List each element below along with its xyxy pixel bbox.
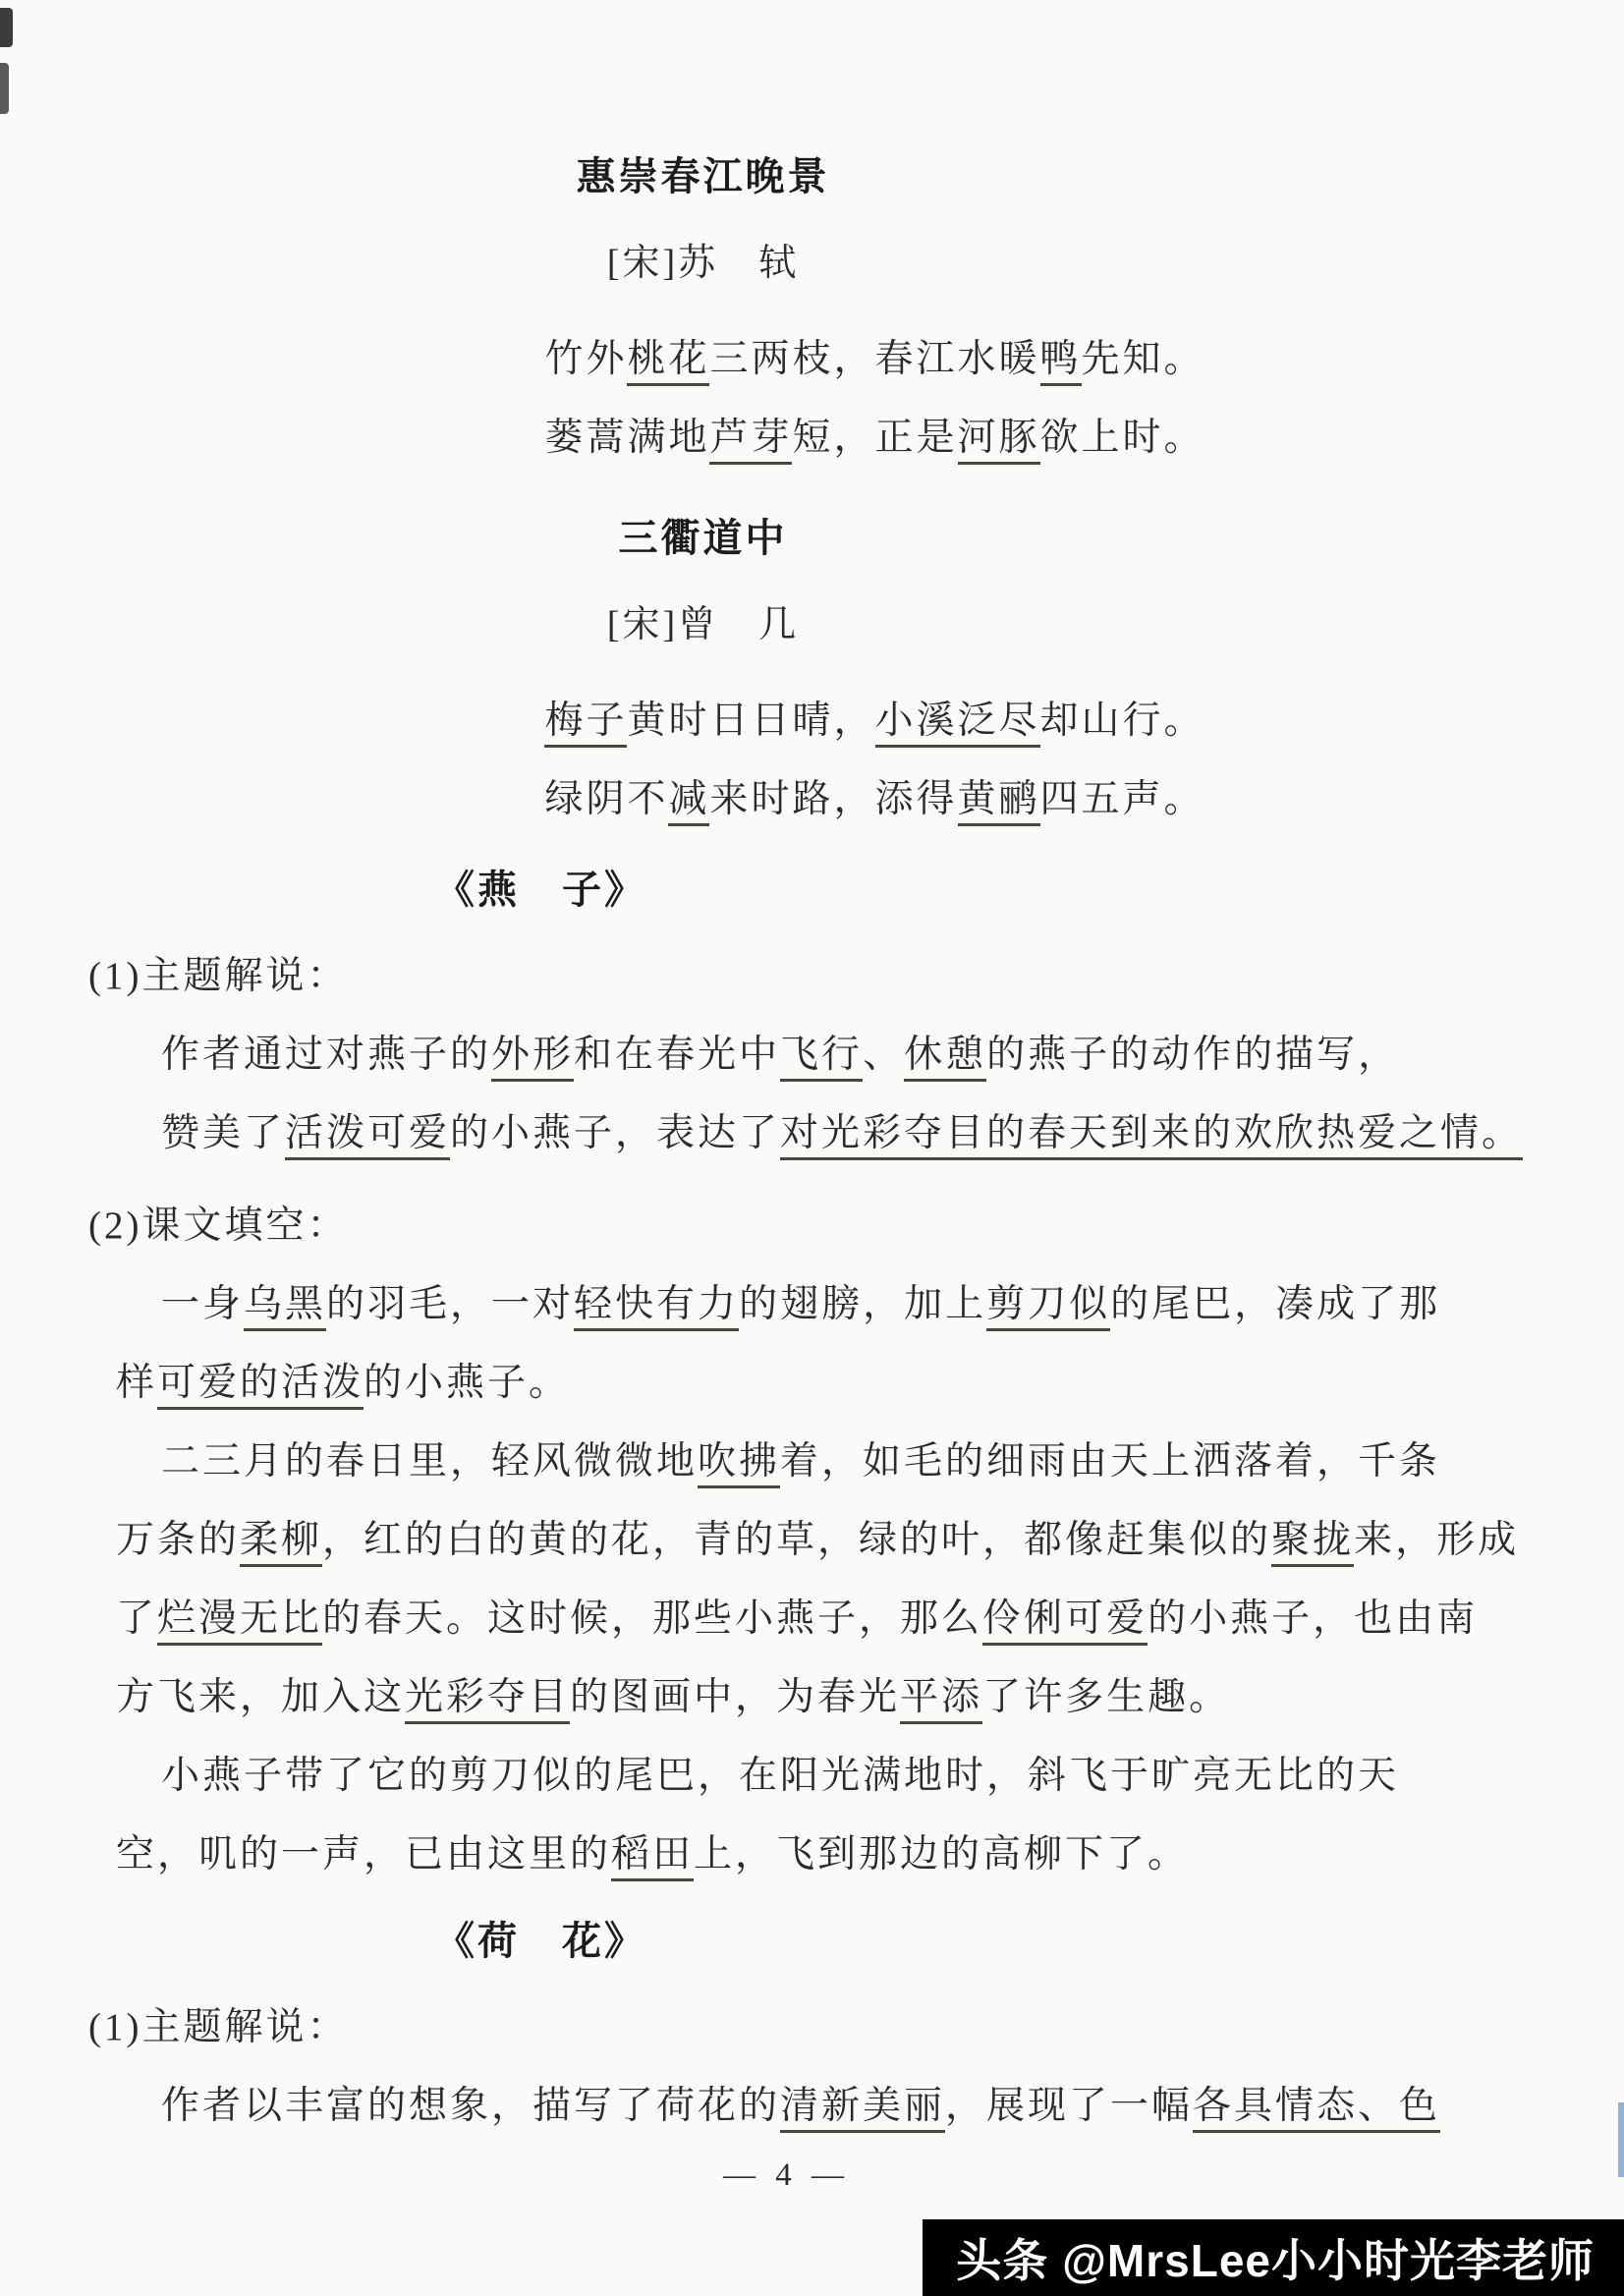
label <box>88 1187 1516 1265</box>
text-segment: 先知。 <box>1081 338 1205 380</box>
book-title <box>116 1902 966 1981</box>
underlined-text: 剪刀似 <box>986 1283 1110 1331</box>
text-line <box>116 1658 1516 1737</box>
text-segment: (1)主题解说： <box>88 2006 349 2048</box>
text-segment: 着，如毛的细雨由天上洒落着，千条 <box>780 1440 1441 1483</box>
poem-line <box>234 399 1516 477</box>
text-segment: 《燕 子》 <box>435 868 646 912</box>
poem-title <box>116 138 1290 216</box>
text-segment: 的小燕子，也由南 <box>1148 1597 1479 1640</box>
text-segment: 了 <box>116 1597 158 1640</box>
poem-line <box>234 682 1516 760</box>
underlined-text: 外形 <box>491 1034 574 1082</box>
text-segment: 短，正是 <box>792 417 958 459</box>
watermark-text: 头条 @MrsLee小小时光李老师 <box>956 2235 1595 2286</box>
text-segment: 了许多生趣。 <box>982 1676 1231 1718</box>
text-segment: ，展现了一幅 <box>945 2085 1194 2127</box>
underlined-text: 黄鹂 <box>958 778 1040 826</box>
text-segment: 三两枝，春江水暖 <box>709 338 1040 380</box>
text-segment: 的燕子的动作的描写， <box>986 1034 1400 1076</box>
text-segment: 竹外 <box>544 338 628 380</box>
text-segment: 的春天。这时候，那些小燕子，那么 <box>322 1597 983 1640</box>
scan-smudge-top-left-1 <box>0 8 13 47</box>
watermark-bar <box>923 2219 1624 2296</box>
text-line <box>116 1580 1516 1658</box>
text-segment: 方飞来，加入这 <box>116 1676 406 1718</box>
text-line <box>116 1265 1516 1344</box>
text-segment: 的小燕子。 <box>364 1362 571 1404</box>
underlined-text: 芦芽 <box>709 417 792 465</box>
text-segment: 万条的 <box>116 1519 241 1561</box>
underlined-text: 聚拢 <box>1271 1519 1354 1567</box>
text-segment: (2)课文填空： <box>88 1204 349 1247</box>
label <box>88 937 1516 1016</box>
text-segment: 蒌蒿满地 <box>544 417 710 459</box>
text-segment: 来时路，添得 <box>709 778 958 820</box>
underlined-text: 吹拂 <box>698 1440 780 1488</box>
underlined-text: 鸭 <box>1040 338 1082 386</box>
document-blocks <box>88 138 1524 2146</box>
text-segment: 一身 <box>161 1283 245 1325</box>
underlined-text: 清新美丽 <box>780 2085 945 2133</box>
poem-line <box>234 760 1516 839</box>
text-segment: 空，叽的一声，已由这里的 <box>116 1833 612 1876</box>
underlined-text: 轻快有力 <box>574 1283 739 1331</box>
underlined-text: 乌黑 <box>244 1283 326 1331</box>
text-segment: 样 <box>116 1362 158 1404</box>
text-segment: 的尾巴，凑成了那 <box>1110 1283 1441 1325</box>
text-segment: 小燕子带了它的剪刀似的尾巴，在阳光满地时，斜飞于旷亮无比的天 <box>161 1755 1400 1797</box>
text-line <box>116 1501 1520 1580</box>
underlined-text: 桃花 <box>627 338 709 386</box>
underlined-text: 小溪泛尽 <box>875 700 1040 748</box>
text-segment: 的羽毛，一对 <box>326 1283 575 1325</box>
text-segment: [宋]苏 轼 <box>606 243 800 284</box>
text-segment: 三衢道中 <box>618 517 788 560</box>
underlined-text: 伶俐可爱 <box>982 1597 1148 1646</box>
underlined-text: 各具情态、色 <box>1193 2085 1440 2133</box>
scan-smudge-top-left-2 <box>0 63 9 114</box>
underlined-text: 平添 <box>900 1676 982 1724</box>
underlined-text: 活泼可爱 <box>285 1112 450 1160</box>
text-segment: 来，形成 <box>1354 1519 1520 1561</box>
underlined-text: 柔柳 <box>240 1519 322 1567</box>
text-segment: 和在春光中 <box>574 1034 781 1076</box>
underlined-text: 梅子 <box>544 700 627 748</box>
text-line <box>116 2067 1516 2146</box>
underlined-text: 河豚 <box>958 417 1040 465</box>
text-line <box>116 1816 1516 1894</box>
text-segment: 、 <box>863 1034 905 1076</box>
text-segment: 四五声。 <box>1039 778 1205 820</box>
text-segment: 黄时日日晴， <box>627 700 875 742</box>
underlined-text: 稻田 <box>611 1833 694 1881</box>
text-segment: 的翅膀，加上 <box>739 1283 987 1325</box>
label <box>88 1988 1516 2067</box>
text-line <box>116 1737 1516 1816</box>
poem-title <box>116 499 1290 578</box>
text-segment: 二三月的春日里，轻风微微地 <box>161 1440 699 1483</box>
text-segment: [宋]曾 几 <box>606 604 800 645</box>
text-segment: 却山行。 <box>1039 700 1205 742</box>
text-segment: 作者以丰富的想象，描写了荷花的 <box>161 2085 781 2127</box>
book-title <box>116 851 966 929</box>
underlined-text: 烂漫无比 <box>157 1597 322 1646</box>
underlined-text: 可爱的活泼 <box>157 1362 364 1410</box>
text-segment: 上，飞到那边的高柳下了。 <box>694 1833 1190 1876</box>
text-segment: 的小燕子，表达了 <box>450 1112 781 1154</box>
text-segment: 赞美了 <box>161 1112 286 1154</box>
text-line <box>116 1016 1516 1094</box>
text-segment: 惠崇春江晚景 <box>576 155 830 198</box>
scan-mark-right-edge <box>1618 2102 1624 2177</box>
underlined-text: 光彩夺目 <box>405 1676 570 1724</box>
author <box>116 586 1290 664</box>
text-line <box>116 1094 1524 1173</box>
underlined-text: 减 <box>668 778 709 826</box>
text-segment: 《荷 花》 <box>435 1920 646 1963</box>
poem-line <box>234 320 1516 399</box>
underlined-text: 飞行 <box>780 1034 863 1082</box>
text-segment: (1)主题解说： <box>88 955 349 997</box>
page-number: — 4 — <box>723 2157 850 2193</box>
underlined-text: 休憩 <box>904 1034 986 1082</box>
text-segment: 欲上时。 <box>1039 417 1205 459</box>
underlined-text: 对光彩夺目的春天到来的欢欣热爱之情。 <box>780 1112 1523 1160</box>
text-segment: 作者通过对燕子的 <box>161 1034 492 1076</box>
author <box>116 224 1290 303</box>
text-segment: 的图画中，为春光 <box>570 1676 901 1718</box>
text-segment: ，红的白的黄的花，青的草，绿的叶，都像赶集似的 <box>322 1519 1272 1561</box>
text-segment: 绿阴不 <box>544 778 669 820</box>
text-line <box>116 1423 1516 1501</box>
text-line <box>116 1344 1516 1423</box>
